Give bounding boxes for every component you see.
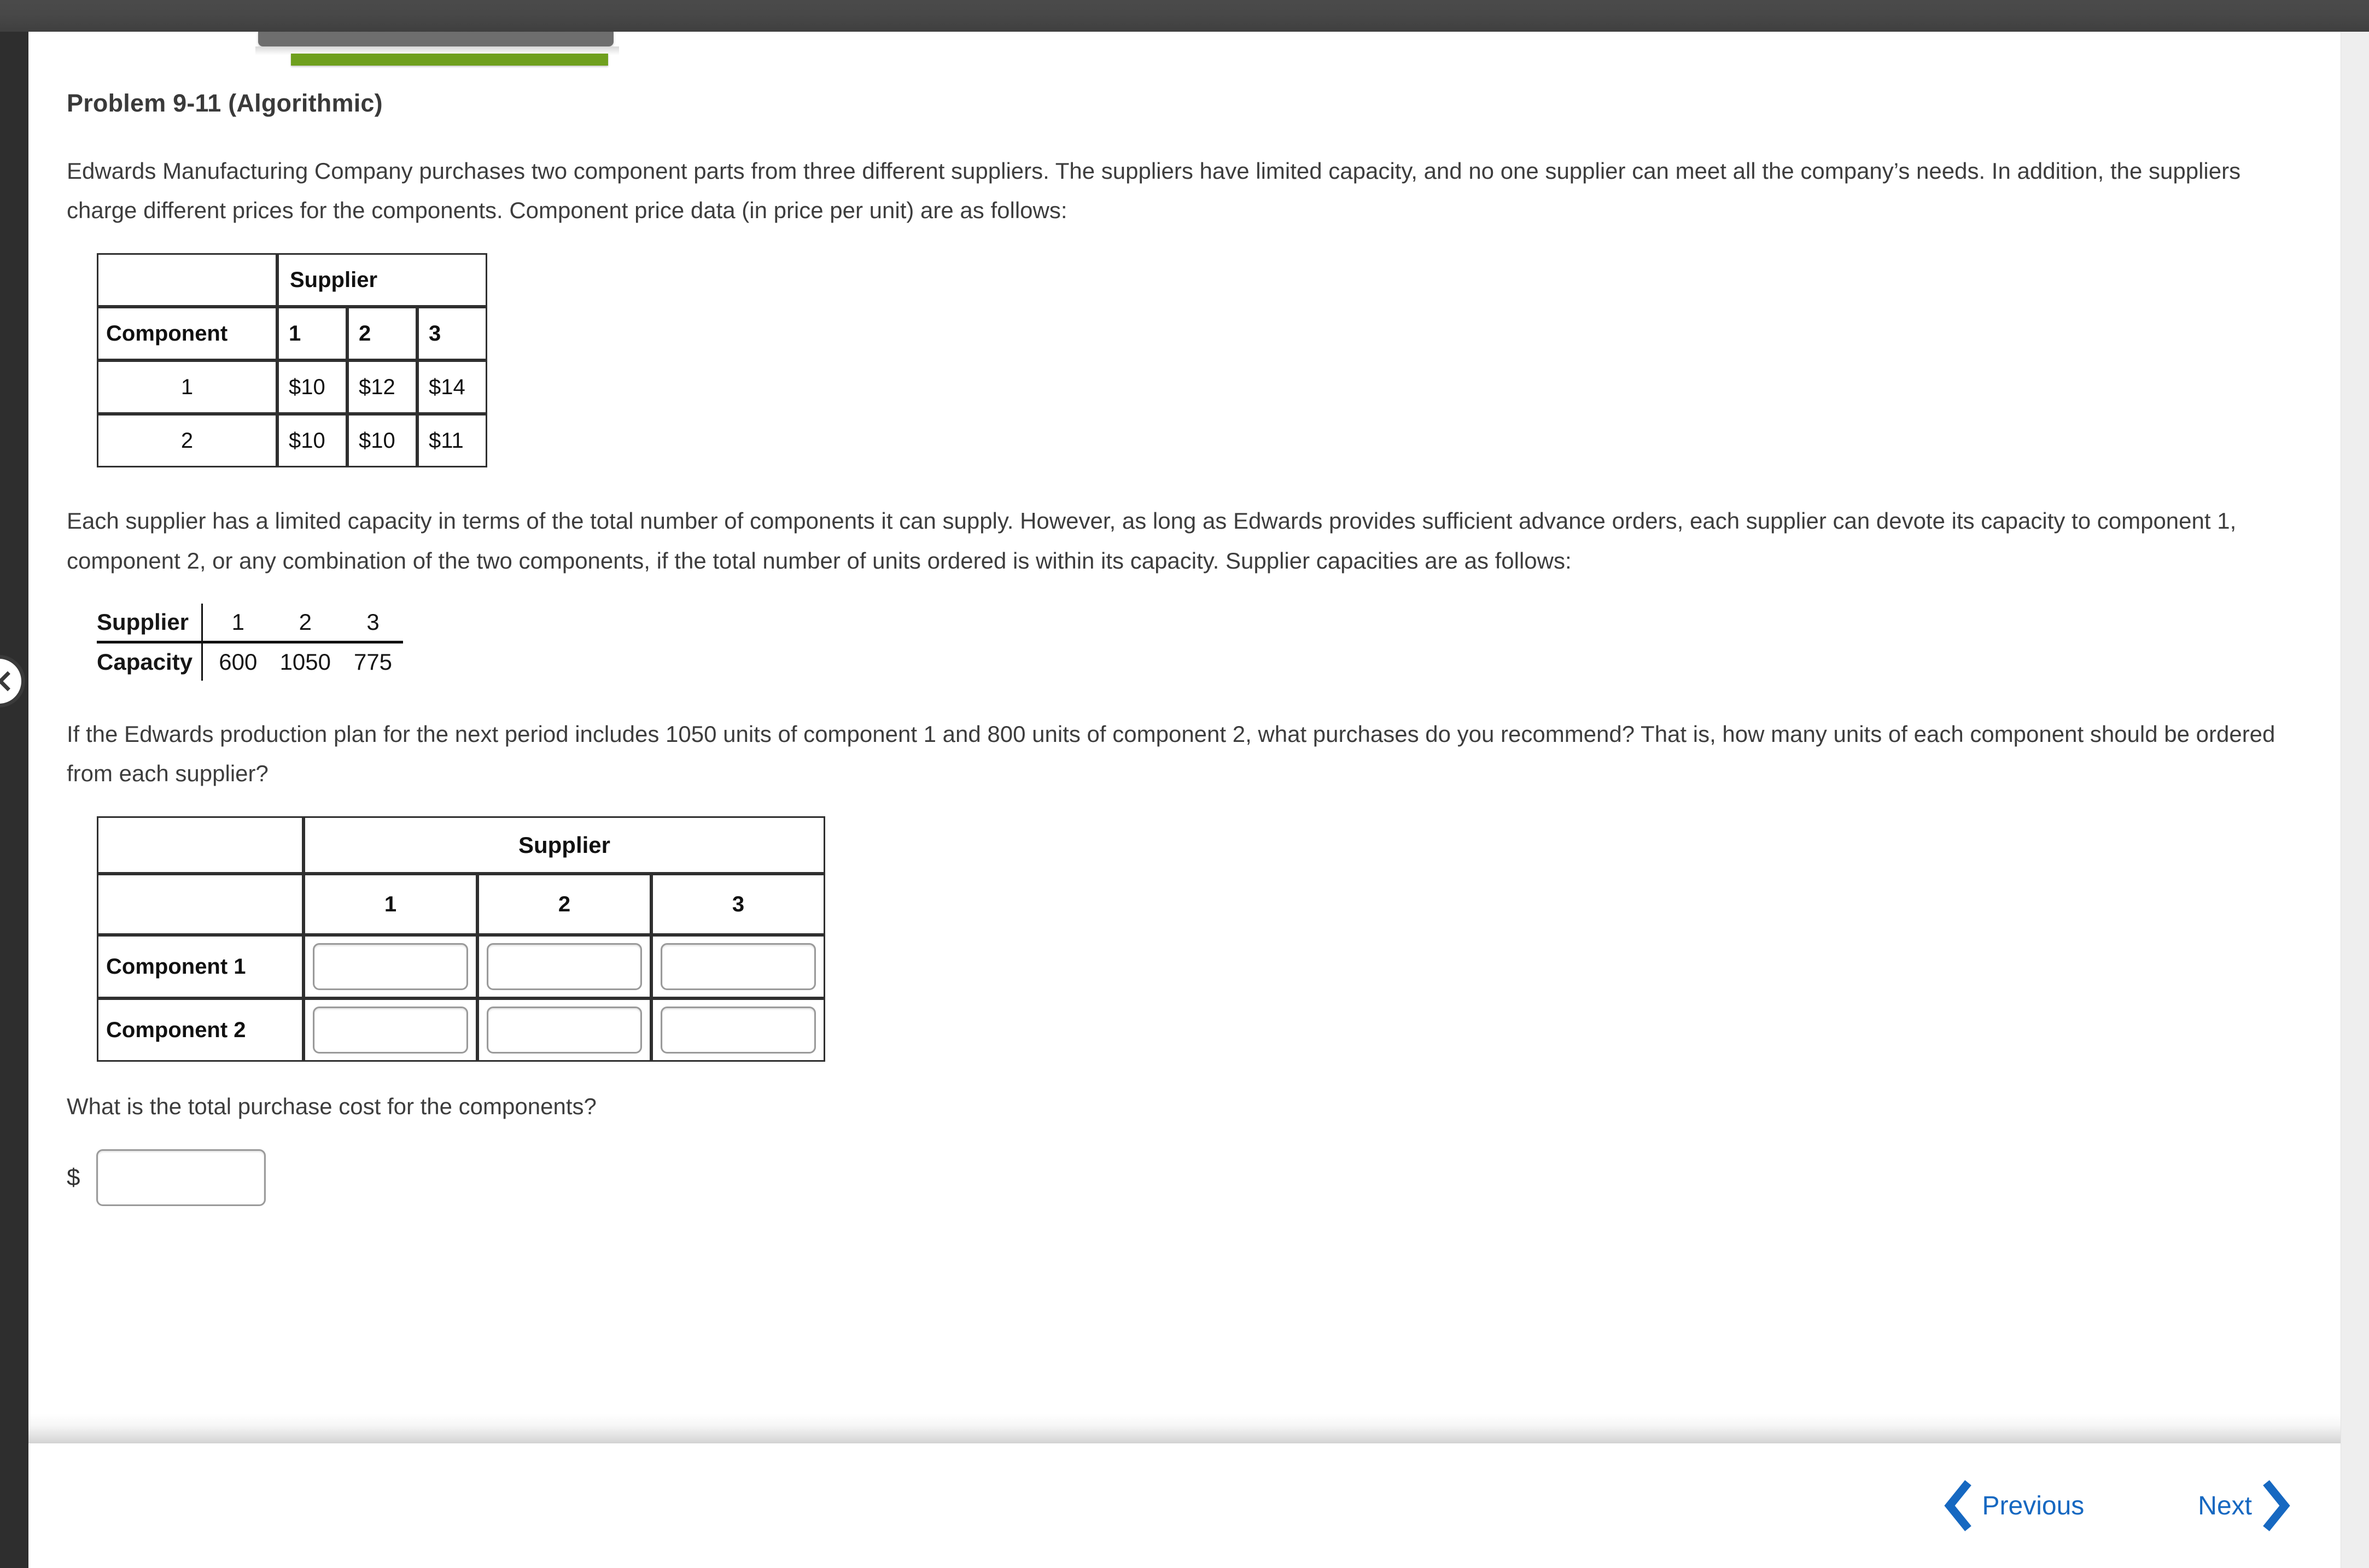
answer-cell-c2-s2[interactable] [477,998,651,1062]
table-row [97,414,487,467]
capacity-table-supplier-1: 1 [202,604,268,642]
problem-paragraph-1: Edwards Manufacturing Company purchases two component parts from three different suppliers. The suppliers have limited capacity, and no one supplier can meet all the company’s needs. In addition, the suppliers charge different prices for the components. Component price data (in price per unit) are as follows: [67,158,2241,224]
total-cost-question: What is the total purchase cost for the components? [67,1093,597,1120]
problem-paragraph-3: If the Edwards production plan for the next period includes 1050 units of component 1 and 800 units of component 2, what purchases do you recommend? That is, how many units of each component should be ordered from each supplier? [67,721,2275,787]
order-quantity-answer-table [97,816,825,1062]
table-row [97,604,403,642]
price-row-1-supplier-1: $10 [277,360,347,414]
chevron-left-icon [1944,1479,1975,1532]
left-rail [0,0,28,1568]
answer-table-supplier-1-header: 1 [304,874,477,935]
price-row-2-supplier-2: $10 [347,414,417,467]
capacity-value-supplier-2: 1050 [279,648,331,675]
price-row-1-component: 1 [97,360,277,414]
answer-table-supplier-2-header: 2 [477,874,651,935]
capacity-value-supplier-1: 600 [219,648,258,675]
table-row [97,253,487,307]
answer-cell-c2-s3[interactable] [651,998,825,1062]
vertical-scrollbar[interactable] [2341,0,2369,1568]
capacity-value-supplier-3: 775 [353,648,393,675]
component-price-table [97,253,487,467]
price-table-corner-header: Component [97,307,277,360]
answer-table-corner-blank-2 [97,874,304,935]
table-row [97,874,825,935]
price-table-supplier-1-header: 1 [277,307,347,360]
price-table-supplier-3-header: 3 [417,307,487,360]
table-row [97,642,403,681]
footer-navigation [28,1443,2341,1568]
capacity-table-row-label-supplier: Supplier [97,604,202,642]
price-table-supplier-2-header: 2 [347,307,417,360]
page-title: Problem 9-11 (Algorithmic) [67,89,383,117]
problem-paragraph-2: Each supplier has a limited capacity in terms of the total number of components it can supply. However, as long as Edwards provides sufficient advance orders, each supplier can devote its capacity to component 1, component 2, or any combination of the two components, if the total number of units ordered is within its capacity. Supplier capacities are as follows: [67,508,2237,574]
footer-divider [28,1414,2341,1443]
next-button-label: Next [2198,1491,2252,1520]
input-component2-supplier1[interactable] [313,1007,468,1054]
capacity-table-row-label-capacity: Capacity [97,642,202,681]
content-panel [28,32,2341,1568]
problem-document [28,32,2341,1206]
price-table-corner-blank [97,253,277,307]
answer-table-corner-blank [97,816,304,874]
price-row-1-supplier-3: $14 [417,360,487,414]
answer-cell-c2-s1[interactable] [304,998,477,1062]
input-component1-supplier2[interactable] [487,943,642,990]
answer-table-group-header: Supplier [304,816,825,874]
table-row [97,935,825,998]
chevron-right-icon [2260,1479,2290,1532]
answer-cell-c1-s2[interactable] [477,935,651,998]
answer-cell-c1-s1[interactable] [304,935,477,998]
previous-button[interactable] [1944,1479,2092,1532]
price-row-2-component: 2 [97,414,277,467]
answer-cell-c1-s3[interactable] [651,935,825,998]
supplier-capacity-table [97,604,403,681]
input-component1-supplier3[interactable] [661,943,816,990]
capacity-table-supplier-3: 3 [337,604,403,642]
answer-row-label-component-1: Component 1 [97,935,304,998]
capacity-table-supplier-2: 2 [268,604,337,642]
browser-chrome-bar [0,0,2369,32]
input-component2-supplier3[interactable] [661,1007,816,1054]
price-row-2-supplier-3: $11 [417,414,487,467]
table-row [97,998,825,1062]
input-component1-supplier1[interactable] [313,943,468,990]
table-row [97,307,487,360]
price-row-2-supplier-1: $10 [277,414,347,467]
price-table-group-header: Supplier [277,253,487,307]
answer-row-label-component-2: Component 2 [97,998,304,1062]
currency-symbol: $ [67,1164,80,1191]
previous-button-label: Previous [1982,1491,2085,1520]
answer-table-supplier-3-header: 3 [651,874,825,935]
table-row [97,816,825,874]
total-cost-row [67,1149,2308,1206]
chevron-left-icon [0,671,17,692]
input-component2-supplier2[interactable] [487,1007,642,1054]
input-total-purchase-cost[interactable] [96,1149,266,1206]
next-button[interactable] [2190,1479,2290,1532]
table-row [97,360,487,414]
price-row-1-supplier-2: $12 [347,360,417,414]
